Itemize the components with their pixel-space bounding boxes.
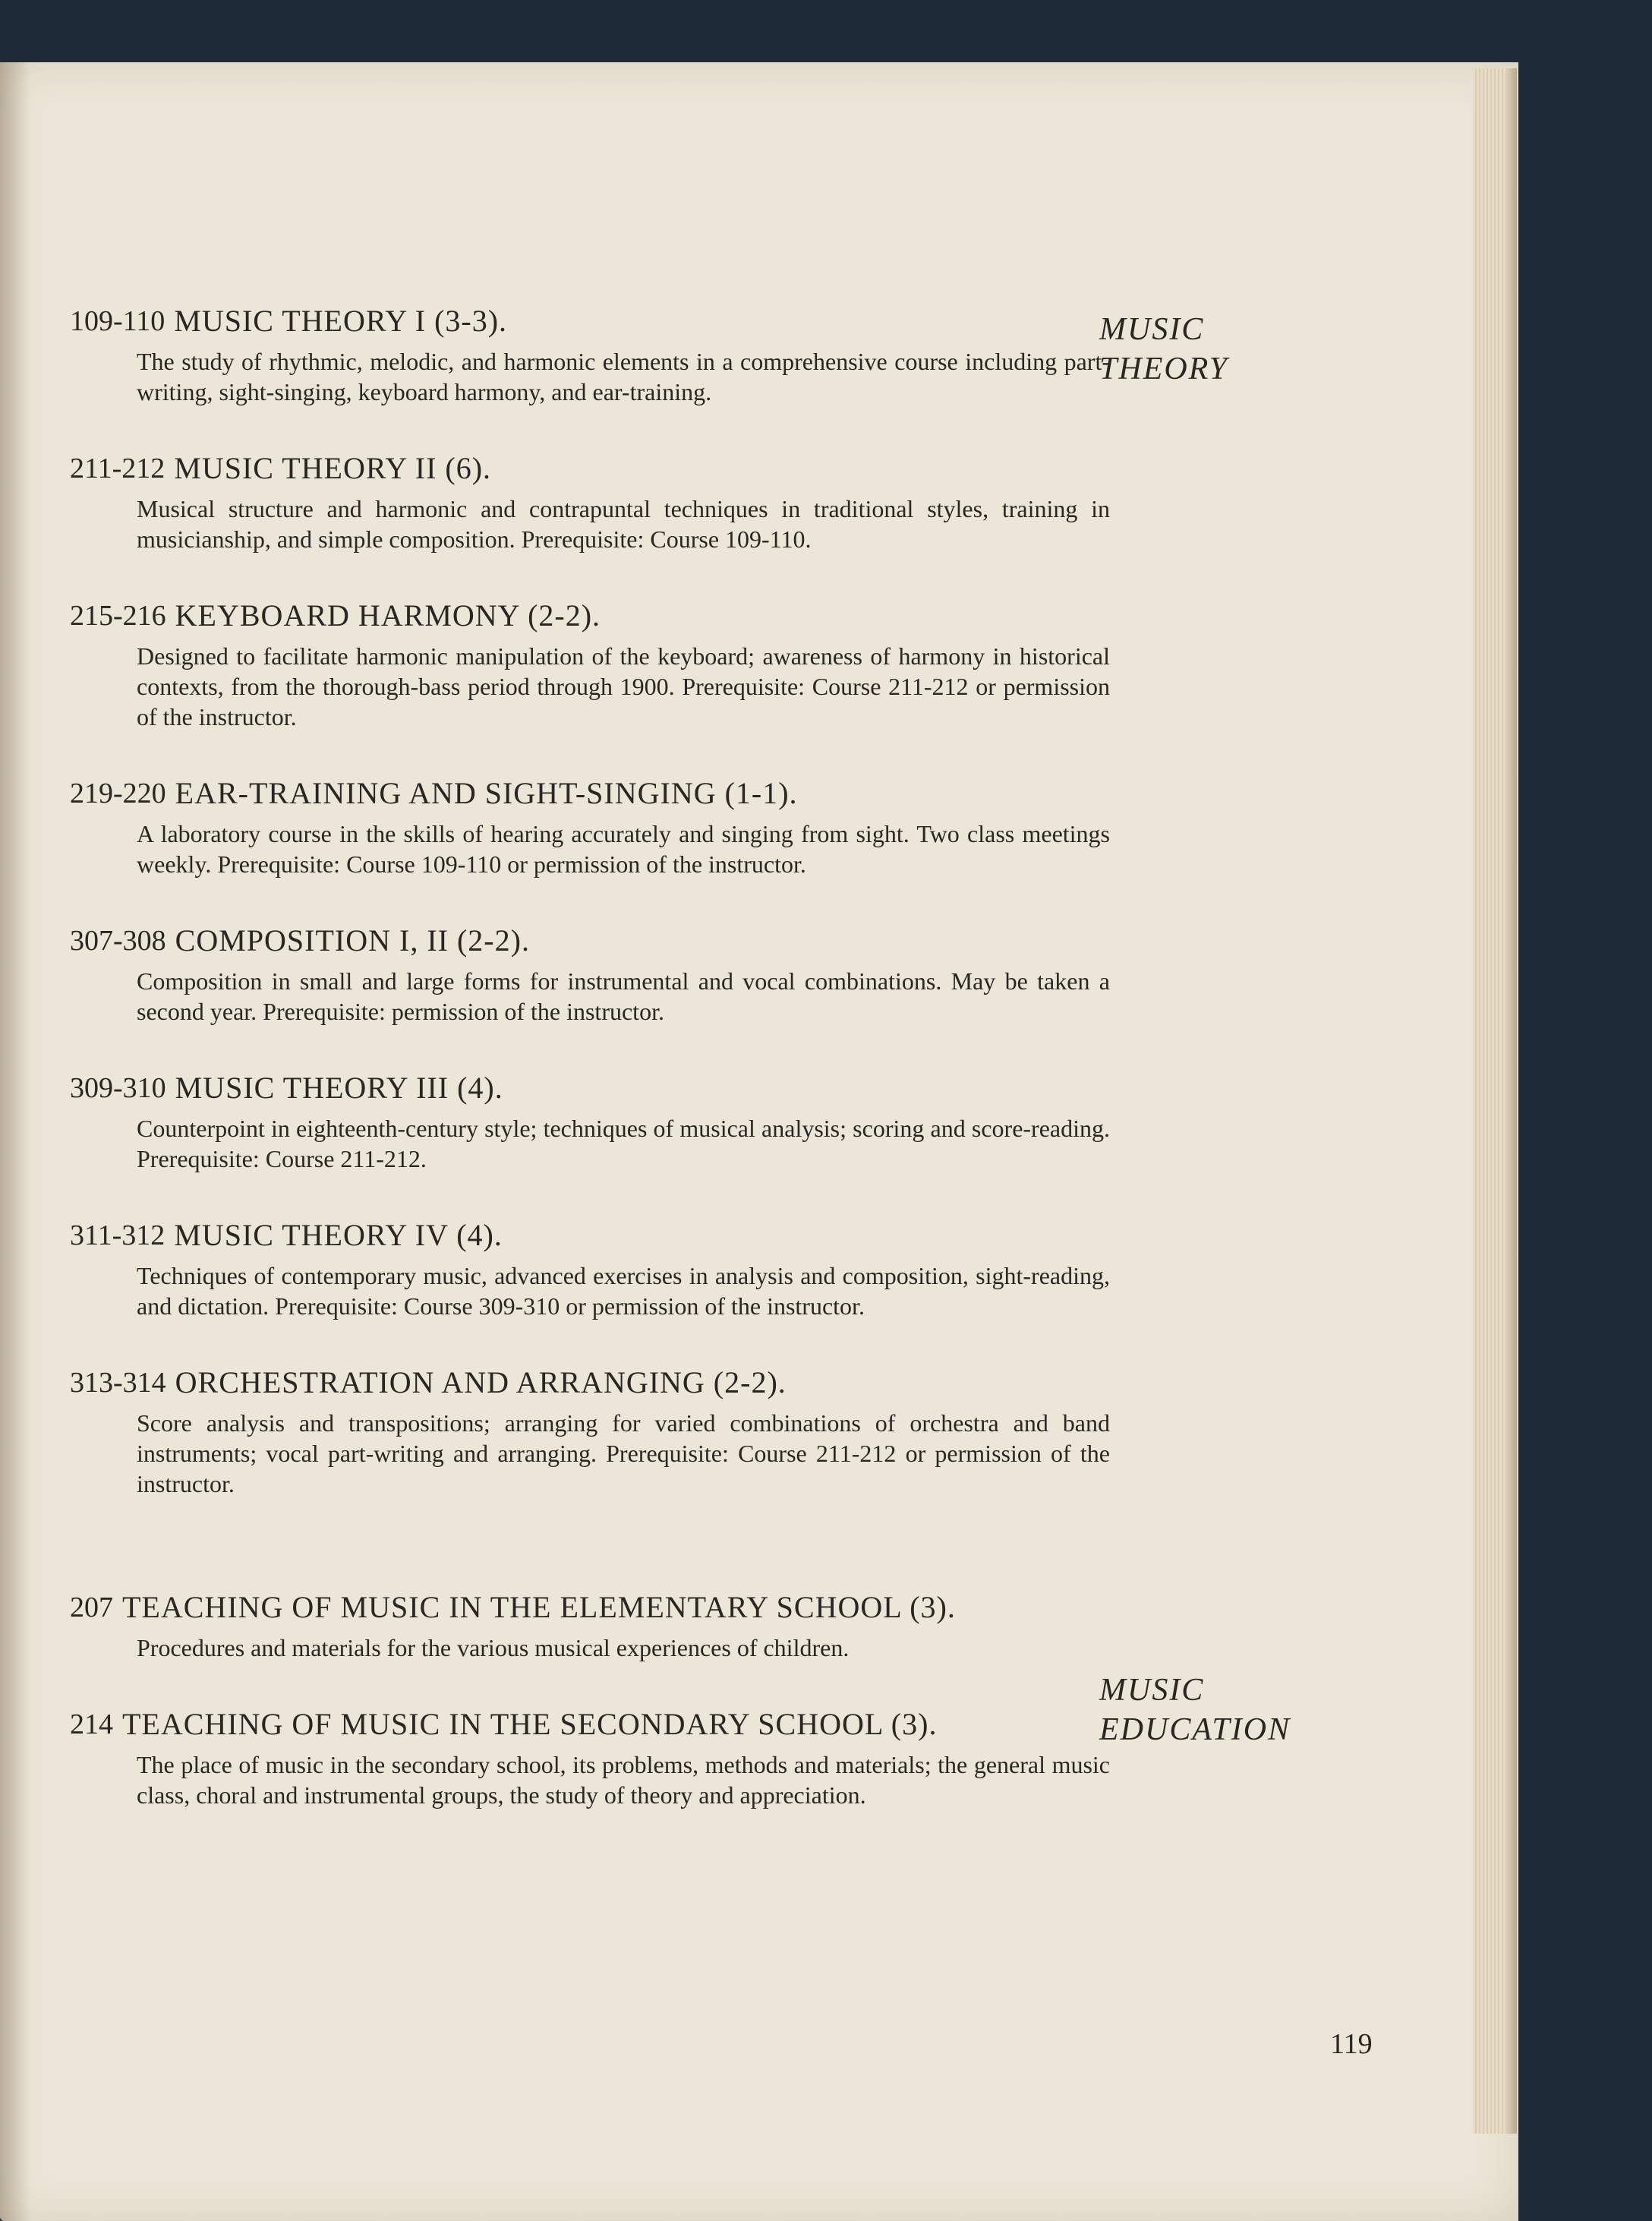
- course-entry: [70, 1071, 1110, 1174]
- course-description: Procedures and materials for the various musical experiences of children.: [137, 1634, 850, 1661]
- course-entry: [70, 1365, 1110, 1499]
- course-title: KEYBOARD HARMONY (2-2).: [175, 598, 601, 633]
- section-label-music-education: [1099, 1670, 1291, 1749]
- course-title: MUSIC THEORY III (4).: [175, 1071, 503, 1105]
- course-heading: [70, 451, 1057, 486]
- course-heading: [70, 923, 1057, 958]
- course-description: Score analysis and transpositions; arranging for varied combinations of orchestra and band instruments; vocal part-writing and arranging. Prerequisite: Course 211-212 or permission of the instructor.: [137, 1409, 1110, 1497]
- course-entry: [70, 451, 1110, 554]
- course-description: The place of music in the secondary school, its problems, methods and materials; the general music class, choral and instrumental groups, the study of theory and appreciation.: [137, 1751, 1110, 1809]
- course-number: 307-308: [70, 925, 166, 957]
- course-entry: [70, 1707, 1110, 1810]
- course-heading: [70, 1365, 1057, 1400]
- course-entry: [70, 1590, 1057, 1663]
- music-education-courses: [70, 1590, 1110, 1810]
- course-number: 214: [70, 1708, 113, 1740]
- course-entry: [70, 923, 1110, 1027]
- course-number: 211-212: [70, 453, 166, 484]
- section-label-line: MUSIC: [1099, 312, 1205, 347]
- section-label-line: THEORY: [1099, 352, 1228, 386]
- course-description: Musical structure and harmonic and contrapuntal techniques in traditional styles, training in musicianship, and simple composition. Prerequisite: Course 109-110.: [137, 495, 1110, 553]
- course-entry: [70, 1218, 1110, 1321]
- course-number: 309-310: [70, 1072, 166, 1104]
- course-description: A laboratory course in the skills of hearing accurately and singing from sight. Two class meetings weekly. Prerequisite: Course 109-110 or permission of the instructor.: [137, 820, 1110, 878]
- course-title: ORCHESTRATION AND ARRANGING (2-2).: [175, 1365, 787, 1399]
- page-number: 119: [1330, 2028, 1373, 2060]
- course-number: 207: [70, 1592, 113, 1623]
- course-title: TEACHING OF MUSIC IN THE SECONDARY SCHOOL (3).: [122, 1707, 938, 1741]
- course-title: COMPOSITION I, II (2-2).: [175, 923, 530, 957]
- course-heading: [70, 776, 1057, 811]
- course-heading: [70, 598, 1057, 633]
- course-number: 219-220: [70, 778, 166, 809]
- course-title: MUSIC THEORY IV (4).: [174, 1218, 503, 1252]
- course-title: MUSIC THEORY I (3-3).: [174, 304, 508, 338]
- course-heading: [70, 1071, 1057, 1106]
- course-description: Designed to facilitate harmonic manipulation of the keyboard; awareness of harmony in historical contexts, from the thorough-bass period through 1900. Prerequisite: Course 211-212 or permission of the instructor.: [137, 642, 1110, 730]
- course-title: TEACHING OF MUSIC IN THE ELEMENTARY SCHOOL (3).: [122, 1590, 956, 1624]
- course-heading: [70, 1707, 1057, 1742]
- course-description: The study of rhythmic, melodic, and harmonic elements in a comprehensive course including part-writing, sight-singing, keyboard harmony, and ear-training.: [137, 348, 1110, 405]
- course-number: 215-216: [70, 600, 166, 632]
- course-description: Composition in small and large forms for instrumental and vocal combinations. May be taken a second year. Prerequisite: permission of the instructor.: [137, 967, 1110, 1025]
- course-title: EAR-TRAINING AND SIGHT-SINGING (1-1).: [175, 776, 798, 810]
- course-entry: [70, 304, 1110, 407]
- course-number: 311-312: [70, 1219, 166, 1251]
- course-heading: [70, 1218, 1057, 1253]
- music-theory-courses: [70, 304, 1110, 1499]
- course-entry: [70, 598, 1110, 732]
- section-label-line: EDUCATION: [1099, 1712, 1291, 1747]
- section-label-music-theory: [1099, 310, 1228, 389]
- course-number: 109-110: [70, 305, 166, 337]
- course-heading: [70, 1590, 1057, 1625]
- page-edges: [1473, 68, 1517, 2134]
- course-description: Techniques of contemporary music, advanced exercises in analysis and composition, sight-reading, and dictation. Prerequisite: Course 309-310 or permission of the instructor.: [137, 1262, 1110, 1320]
- section-label-line: MUSIC: [1099, 1673, 1205, 1708]
- course-entry: [70, 776, 1110, 879]
- course-title: MUSIC THEORY II (6).: [174, 451, 492, 485]
- section-divider: [70, 1543, 1057, 1590]
- course-number: 313-314: [70, 1367, 166, 1399]
- course-heading: [70, 304, 1057, 339]
- course-listing: [70, 304, 1110, 1854]
- course-description: Counterpoint in eighteenth-century style; techniques of musical analysis; scoring and score-reading. Prerequisite: Course 211-212.: [137, 1115, 1110, 1172]
